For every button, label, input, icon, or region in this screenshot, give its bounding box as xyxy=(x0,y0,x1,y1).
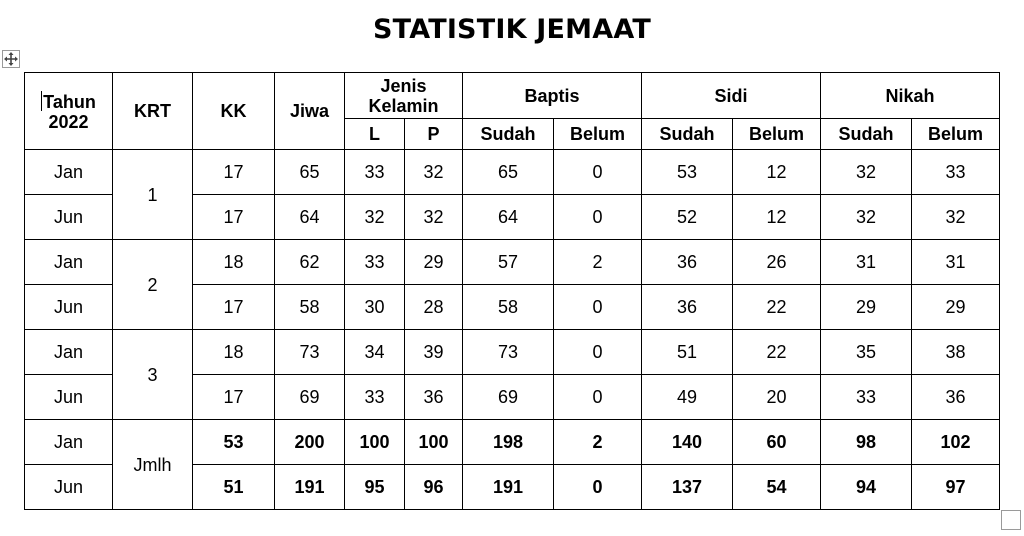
cell-nikah-sudah[interactable]: 94 xyxy=(821,465,912,510)
cell-jiwa[interactable]: 191 xyxy=(275,465,345,510)
cell-l[interactable]: 100 xyxy=(345,420,405,465)
cell-nikah-belum[interactable]: 97 xyxy=(912,465,1000,510)
cell-baptis-sudah[interactable]: 73 xyxy=(463,330,554,375)
cell-nikah-belum[interactable]: 33 xyxy=(912,150,1000,195)
header-nikah[interactable]: Nikah xyxy=(821,73,1000,119)
cell-month[interactable]: Jun xyxy=(25,465,113,510)
page-title: STATISTIK JEMAAT xyxy=(373,14,651,45)
cell-nikah-sudah[interactable]: 32 xyxy=(821,195,912,240)
header-tahun-line1 xyxy=(25,91,112,112)
cell-nikah-belum[interactable]: 32 xyxy=(912,195,1000,240)
header-sidi[interactable]: Sidi xyxy=(642,73,821,119)
cell-sidi-belum[interactable]: 12 xyxy=(733,195,821,240)
cell-sidi-sudah[interactable]: 36 xyxy=(642,240,733,285)
cell-p[interactable]: 100 xyxy=(405,420,463,465)
cell-krt-total[interactable]: Jmlh xyxy=(113,420,193,510)
header-jenis-kelamin[interactable] xyxy=(345,73,463,119)
cell-l[interactable]: 33 xyxy=(345,375,405,420)
cell-krt[interactable]: 2 xyxy=(113,240,193,330)
cell-l[interactable]: 30 xyxy=(345,285,405,330)
cell-sidi-sudah[interactable]: 51 xyxy=(642,330,733,375)
cell-baptis-belum[interactable]: 0 xyxy=(554,375,642,420)
cell-p[interactable]: 39 xyxy=(405,330,463,375)
cell-nikah-sudah[interactable]: 31 xyxy=(821,240,912,285)
cell-baptis-sudah[interactable]: 65 xyxy=(463,150,554,195)
cell-baptis-sudah[interactable]: 58 xyxy=(463,285,554,330)
cell-p[interactable]: 28 xyxy=(405,285,463,330)
cell-sidi-sudah[interactable]: 137 xyxy=(642,465,733,510)
cell-sidi-belum[interactable]: 20 xyxy=(733,375,821,420)
cell-jiwa[interactable]: 73 xyxy=(275,330,345,375)
cell-p[interactable]: 96 xyxy=(405,465,463,510)
header-jenis-line1: Jenis xyxy=(380,75,427,96)
resize-square-icon[interactable] xyxy=(1001,510,1021,530)
cell-month[interactable]: Jan xyxy=(25,330,113,375)
cell-l[interactable]: 95 xyxy=(345,465,405,510)
cell-jiwa[interactable]: 64 xyxy=(275,195,345,240)
statistics-table xyxy=(24,72,1000,510)
header-tahun-year: 2022 xyxy=(48,111,89,132)
header-tahun-label: Tahun xyxy=(43,91,96,112)
header-baptis-belum[interactable]: Belum xyxy=(554,119,642,150)
total-row xyxy=(25,420,1000,465)
header-p[interactable]: P xyxy=(405,119,463,150)
cell-sidi-belum[interactable]: 54 xyxy=(733,465,821,510)
cell-nikah-belum[interactable]: 31 xyxy=(912,240,1000,285)
cell-kk[interactable]: 18 xyxy=(193,330,275,375)
cell-baptis-belum[interactable]: 0 xyxy=(554,465,642,510)
cell-baptis-sudah[interactable]: 57 xyxy=(463,240,554,285)
cell-krt[interactable]: 1 xyxy=(113,150,193,240)
cell-sidi-belum[interactable]: 22 xyxy=(733,330,821,375)
cell-sidi-belum[interactable]: 26 xyxy=(733,240,821,285)
cell-month[interactable]: Jan xyxy=(25,240,113,285)
cell-baptis-belum[interactable]: 0 xyxy=(554,285,642,330)
cell-baptis-sudah[interactable]: 198 xyxy=(463,420,554,465)
cell-nikah-sudah[interactable]: 33 xyxy=(821,375,912,420)
cell-nikah-sudah[interactable]: 29 xyxy=(821,285,912,330)
cell-jiwa[interactable]: 62 xyxy=(275,240,345,285)
cell-jiwa[interactable]: 200 xyxy=(275,420,345,465)
cell-sidi-sudah[interactable]: 36 xyxy=(642,285,733,330)
cell-month[interactable]: Jun xyxy=(25,285,113,330)
cell-sidi-sudah[interactable]: 49 xyxy=(642,375,733,420)
header-nikah-belum[interactable]: Belum xyxy=(912,119,1000,150)
cell-sidi-belum[interactable]: 12 xyxy=(733,150,821,195)
cell-nikah-sudah[interactable]: 98 xyxy=(821,420,912,465)
cell-baptis-sudah[interactable]: 64 xyxy=(463,195,554,240)
cell-nikah-sudah[interactable]: 32 xyxy=(821,150,912,195)
cell-baptis-belum[interactable]: 0 xyxy=(554,150,642,195)
cell-p[interactable]: 29 xyxy=(405,240,463,285)
table-row xyxy=(25,330,1000,375)
cell-kk[interactable]: 17 xyxy=(193,150,275,195)
table-row xyxy=(25,150,1000,195)
header-nikah-sudah[interactable]: Sudah xyxy=(821,119,912,150)
header-l[interactable]: L xyxy=(345,119,405,150)
cell-jiwa[interactable]: 69 xyxy=(275,375,345,420)
cell-month[interactable]: Jun xyxy=(25,195,113,240)
cell-baptis-belum[interactable]: 0 xyxy=(554,330,642,375)
cell-nikah-belum[interactable]: 38 xyxy=(912,330,1000,375)
header-sidi-belum[interactable]: Belum xyxy=(733,119,821,150)
cell-nikah-belum[interactable]: 102 xyxy=(912,420,1000,465)
move-arrows-icon-glyph xyxy=(4,52,18,66)
cell-baptis-sudah[interactable]: 191 xyxy=(463,465,554,510)
cell-kk[interactable]: 17 xyxy=(193,195,275,240)
cell-jiwa[interactable]: 65 xyxy=(275,150,345,195)
header-sidi-sudah[interactable]: Sudah xyxy=(642,119,733,150)
cell-baptis-belum[interactable]: 0 xyxy=(554,195,642,240)
cell-p[interactable]: 36 xyxy=(405,375,463,420)
header-jiwa[interactable]: Jiwa xyxy=(275,73,345,150)
cell-jiwa[interactable]: 58 xyxy=(275,285,345,330)
cell-baptis-sudah[interactable]: 69 xyxy=(463,375,554,420)
header-tahun[interactable] xyxy=(25,73,113,150)
cell-kk[interactable]: 17 xyxy=(193,285,275,330)
cell-sidi-belum[interactable]: 22 xyxy=(733,285,821,330)
cell-sidi-sudah[interactable]: 53 xyxy=(642,150,733,195)
cell-sidi-sudah[interactable]: 52 xyxy=(642,195,733,240)
table-body xyxy=(25,150,1000,510)
cell-kk[interactable]: 17 xyxy=(193,375,275,420)
cell-l[interactable]: 34 xyxy=(345,330,405,375)
cell-nikah-sudah[interactable]: 35 xyxy=(821,330,912,375)
cell-p[interactable]: 32 xyxy=(405,150,463,195)
header-krt[interactable]: KRT xyxy=(113,73,193,150)
cell-sidi-sudah[interactable]: 140 xyxy=(642,420,733,465)
cell-month[interactable]: Jan xyxy=(25,420,113,465)
move-arrows-icon[interactable] xyxy=(2,50,20,68)
cell-kk[interactable]: 53 xyxy=(193,420,275,465)
cell-nikah-belum[interactable]: 36 xyxy=(912,375,1000,420)
cell-nikah-belum[interactable]: 29 xyxy=(912,285,1000,330)
cell-month[interactable]: Jan xyxy=(25,150,113,195)
cell-kk[interactable]: 51 xyxy=(193,465,275,510)
cell-l[interactable]: 33 xyxy=(345,150,405,195)
header-baptis[interactable]: Baptis xyxy=(463,73,642,119)
cell-month[interactable]: Jun xyxy=(25,375,113,420)
header-kk[interactable]: KK xyxy=(193,73,275,150)
header-jenis-line2: Kelamin xyxy=(368,95,439,116)
header-baptis-sudah[interactable]: Sudah xyxy=(463,119,554,150)
cell-baptis-belum[interactable]: 2 xyxy=(554,420,642,465)
cell-kk[interactable]: 18 xyxy=(193,240,275,285)
cell-l[interactable]: 32 xyxy=(345,195,405,240)
cell-sidi-belum[interactable]: 60 xyxy=(733,420,821,465)
cell-krt[interactable]: 3 xyxy=(113,330,193,420)
cell-baptis-belum[interactable]: 2 xyxy=(554,240,642,285)
cell-p[interactable]: 32 xyxy=(405,195,463,240)
table-row xyxy=(25,240,1000,285)
cell-l[interactable]: 33 xyxy=(345,240,405,285)
